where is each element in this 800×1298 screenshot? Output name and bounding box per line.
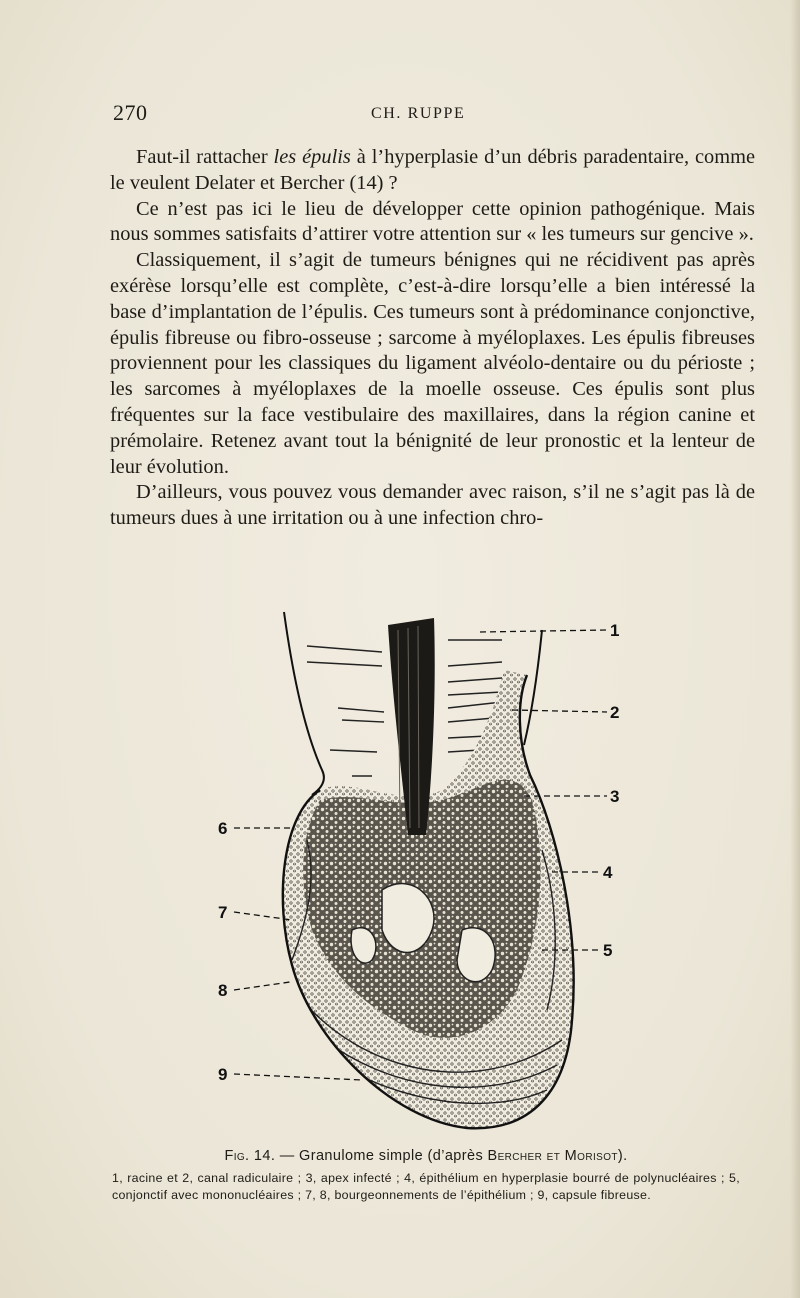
left-contour-line (284, 612, 324, 795)
figure-label-8: 8 (218, 981, 228, 1000)
figure-label-4: 4 (603, 863, 613, 882)
granuloma-engraving (212, 600, 652, 1140)
caption-authors: Bercher et Morisot (487, 1148, 618, 1164)
page-edge-shadow (790, 0, 800, 1298)
paragraph-2: Ce n’est pas ici le lieu de développer cette opinion pathogénique. Mais nous sommes satisfaits d’attirer votre attention sur « les tumeurs sur gencive ». (110, 197, 755, 246)
paragraph-1: Faut-il rattacher les épulis à l’hyperplasie d’un débris paradentaire, comme le veulent Delater et Bercher (14) ? (110, 146, 755, 194)
figure-label-7: 7 (218, 903, 228, 922)
figure-label-3: 3 (610, 787, 620, 806)
paragraph-3: Classiquement, il s’agit de tumeurs bénignes qui ne récidivent pas après exérèse lorsqu’elle est complète, c’est-à-dire lorsqu’elle a bien intéressé la base d’implantation de l’épulis. Ces tumeurs sont à prédominance conjonctive, épulis fibreuse ou fibro-osseuse ; sarcome à myéloplaxes. Les épulis fibreuses proviennent pour les classiques du ligament alvéolo-dentaire ou du périoste ; les sarcomes à myéloplaxes de la moelle osseuse. Ces épulis sont plus fréquentes sur la face vestibulaire des maxillaires, dans la région canine et prémolaire. Retenez avant tout la bénignité de leur pronostic et la lenteur de leur évolution. (110, 249, 755, 478)
figure-label-2: 2 (610, 703, 620, 722)
right-contour-line (524, 630, 542, 745)
figure-label-5: 5 (603, 941, 613, 960)
figure-illustration (212, 600, 652, 1140)
body-text (110, 145, 755, 532)
page-number: 270 (113, 100, 148, 125)
paragraph-4: D’ailleurs, vous pouvez vous demander avec raison, s’il ne s’agit pas là de tumeurs dues à une irritation ou à une infection chro- (110, 481, 755, 530)
caption-fig-number: Fig. 14. (224, 1148, 276, 1164)
running-title: CH. RUPPE (371, 105, 466, 122)
figure-caption (112, 1148, 740, 1204)
caption-legend: 1, racine et 2, canal radiculaire ; 3, apex infecté ; 4, épithélium en hyperplasie bourré de polynucléaires ; 5, conjonctif avec mononucléaires ; 7, 8, bourgeonnements de l’épithélium ; 9, capsule fibreuse. (112, 1171, 740, 1202)
caption-title: Fig. 14. — Granulome simple (d’après Bercher et Morisot). (224, 1148, 628, 1164)
figure-label-9: 9 (218, 1065, 228, 1084)
figure-label-6: 6 (218, 819, 228, 838)
italic-term: les épulis (273, 146, 351, 168)
figure-label-1: 1 (610, 621, 620, 640)
running-header (113, 100, 671, 130)
